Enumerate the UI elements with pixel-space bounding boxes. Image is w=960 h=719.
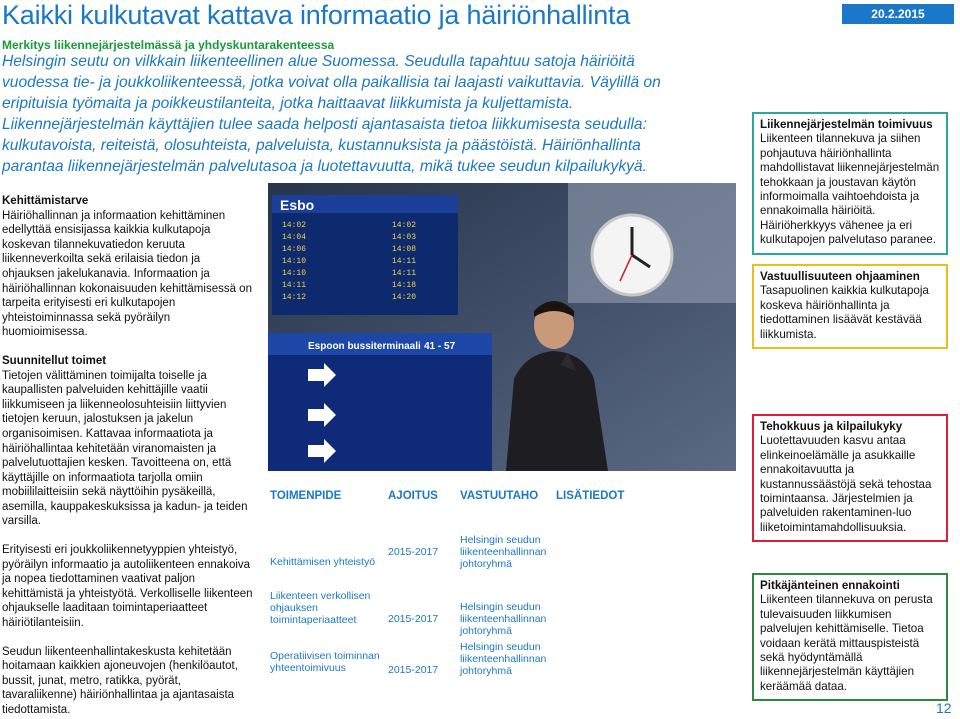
- box-heading: Vastuullisuuteen ohjaaminen: [760, 270, 920, 283]
- section-body: Häiriöhallinnan ja informaation kehittäminen edellyttää ensisijassa kaikkia kulkutapoja koskevan tilannekuvatiedon keruuta liikenneverkoilta sekä erilaisia tiedon ja ohjauksen jakelukanavia. Informaation ja häiriöhallinnan kokonaisuuden kehittämisessä on tarpeita erityisesti eri kulkutapojen yhteistoiminnassa sekä pyöräilyn huomioimisessa.: [2, 209, 252, 339]
- photo-illustration: [268, 183, 736, 471]
- section-heading: Suunnitellut toimet: [2, 354, 107, 367]
- lead-line: eripituisia työmaita ja poikkeustilanteita, jotka haittaavat liikkumista ja kuljettamista.: [2, 95, 574, 112]
- page-title: Kaikki kulkutavat kattava informaatio ja häiriönhallinta: [2, 0, 631, 30]
- section-body: Tietojen välittäminen toimijalta toiselle ja kaupallisten palveluiden kehittäjille vaatii liikkumiseen ja liikenneolosuhteisiin liittyvien tietojen keruun, jalostuksen ja jakelun organisoimisen. Kattavaa informaatiota ja häiriöhallintaa kehitetään viranomaisten ja palvelutuottajien kesken. Tavoitteena on, että käyttäjille on informaatiota tarjolla omiin mobiililaitteisiin sekä näyttöihin pysäkeillä, asemilla, kauppakeskuksissa ja kadun- ja teiden varsilla.: [2, 369, 248, 528]
- box-body: Luotettavuuden kasvu antaa elinkeinoelämälle ja asukkaille ennakoitavuutta ja kustannussäästöjä sekä tehostaa toimintaansa. Järjestelmien ja palveluiden rakentaminen-luo liiketoimintamahdollisuuksia.: [760, 434, 932, 534]
- paragraph: Seudun liikenteenhallintakeskusta kehitetään hoitamaan kaikkien ajoneuvojen (henkilöautot, bussit, junat, metro, ratikka, pyörät, tavaraliikenne) häiriönhallintaa ja ajantasaista tiedottamista.: [2, 645, 238, 716]
- cell-responsible: Helsingin seudun liikenteenhallinnan johtoryhmä: [460, 601, 547, 637]
- board-city: Esbo: [280, 197, 315, 213]
- lead-line: vuodessa tie- ja joukkoliikenteessä, jotka voivat olla paikallisia tai laajasti vaikuttavia. Väylillä on: [2, 74, 661, 91]
- paragraph: Erityisesti eri joukkoliikennetyyppien yhteistyö, pyöräilyn informaatio ja autoliikenteen ennakoiva ja nopea tiedottaminen vaativat paljon kehittämistä ja yhteistyötä. Verkolliselle liikenteen ohjaukselle laaditaan toimintaperiaatteet häiriötilanteisiin.: [2, 544, 253, 630]
- time-left: 14:12: [282, 293, 307, 302]
- cell-timing: 2015-2017: [388, 546, 439, 558]
- time-right: 14:03: [392, 233, 417, 242]
- box-heading: Liikennejärjestelmän toimivuus: [760, 118, 933, 131]
- left-column: [2, 194, 254, 719]
- box-heading: Tehokkuus ja kilpailukyky: [760, 420, 903, 433]
- table-header-notes: LISÄTIEDOT: [556, 490, 625, 502]
- time-right: 14:11: [392, 257, 417, 266]
- photo-station-display: [268, 183, 736, 471]
- section-heading: Kehittämistarve: [2, 195, 89, 207]
- box-body: Liikenteen tilannekuva on perusta tulevaisuuden liikkumisen palvelujen kehittämiselle. Tietoa voidaan kerätä mittauspisteistä sekä hyödyntämällä liikennejärjestelmän käyttäjien keräämää dataa.: [760, 593, 933, 693]
- box-body: Liikenteen tilannekuva ja siihen pohjautuva häiriönhallinta mahdollistavat liikennejärjestelmän tehokkaan ja joustavan käytön informoimalla vaihtoehdoista ja ennakoimalla häiriöitä. Häiriöherkkyys vähenee ja eri kulkutapojen palvelutaso paranee.: [760, 132, 940, 247]
- time-right: 14:02: [392, 221, 417, 230]
- cell-timing: 2015-2017: [388, 664, 439, 676]
- cell-action: Operatiivisen toiminnan yhteentoimivuus: [270, 650, 380, 674]
- box-liikennejarjestelman-toimivuus: [752, 112, 948, 255]
- board-rows-left: [282, 221, 306, 302]
- time-left: 14:04: [282, 233, 307, 242]
- time-left: 14:10: [282, 257, 307, 266]
- box-pitkajanteinen-ennakointi: [752, 573, 948, 701]
- section-kehittamistarve: [2, 194, 254, 340]
- clock-icon: [592, 215, 672, 295]
- time-left: 14:02: [282, 221, 307, 230]
- section-suunnitellut-toimet: [2, 354, 254, 529]
- lead-paragraph: [2, 51, 742, 177]
- cell-action: Kehittämisen yhteistyö: [270, 556, 376, 568]
- time-right: 14:08: [392, 245, 417, 254]
- cell-responsible: Helsingin seudun liikenteenhallinnan johtoryhmä: [460, 641, 547, 677]
- box-vastuullisuuteen-ohjaaminen: [752, 264, 948, 349]
- table-header-responsible: VASTUUTAHO: [460, 490, 539, 502]
- platform-range: 41 - 57: [424, 341, 456, 352]
- box-tehokkuus-ja-kilpailukyky: [752, 414, 948, 542]
- page-number: 12: [936, 700, 952, 716]
- box-heading: Pitkäjänteinen ennakointi: [760, 579, 900, 592]
- time-left: 14:06: [282, 245, 307, 254]
- cell-action: Liikenteen verkollisen ohjauksen toimintaperiaatteet: [270, 590, 371, 626]
- table-header-action: TOIMENPIDE: [270, 490, 342, 502]
- time-right: 14:11: [392, 269, 417, 278]
- time-left: 14:10: [282, 269, 307, 278]
- lead-line: kulkutavoista, reiteistä, olosuhteista, palveluista, kustannuksista ja päästöistä. Häiriönhallinta: [2, 137, 641, 154]
- cell-responsible: Helsingin seudun liikenteenhallinnan johtoryhmä: [460, 534, 547, 570]
- date-badge: 20.2.2015: [842, 4, 954, 24]
- box-body: Tasapuolinen kaikkia kulkutapoja koskeva häiriönhallinta ja tiedottaminen lisäävät kestävää liikkumista.: [760, 284, 929, 341]
- time-right: 14:18: [392, 281, 417, 290]
- time-left: 14:11: [282, 281, 307, 290]
- time-right: 14:20: [392, 293, 417, 302]
- subtitle: Merkitys liikennejärjestelmässä ja yhdyskuntarakenteessa: [2, 38, 335, 52]
- cell-timing: 2015-2017: [388, 613, 439, 625]
- table-header-timing: AJOITUS: [388, 490, 438, 502]
- lead-line: parantaa liikennejärjestelmän palvelutasoa ja luotettavuutta, mikä tukee seudun kilpailukykyä.: [2, 158, 647, 175]
- lead-line: Liikennejärjestelmän käyttäjien tulee saada helposti ajantasaista tietoa liikkumisesta seudulla:: [2, 116, 647, 133]
- terminal-sign-text: Espoon bussiterminaali: [308, 341, 421, 352]
- lead-line: Helsingin seutu on vilkkain liikenteellinen alue Suomessa. Seudulla tapahtuu satoja häiriöitä: [2, 53, 635, 70]
- arrow-icon: [308, 363, 336, 463]
- board-rows-right: [392, 221, 416, 302]
